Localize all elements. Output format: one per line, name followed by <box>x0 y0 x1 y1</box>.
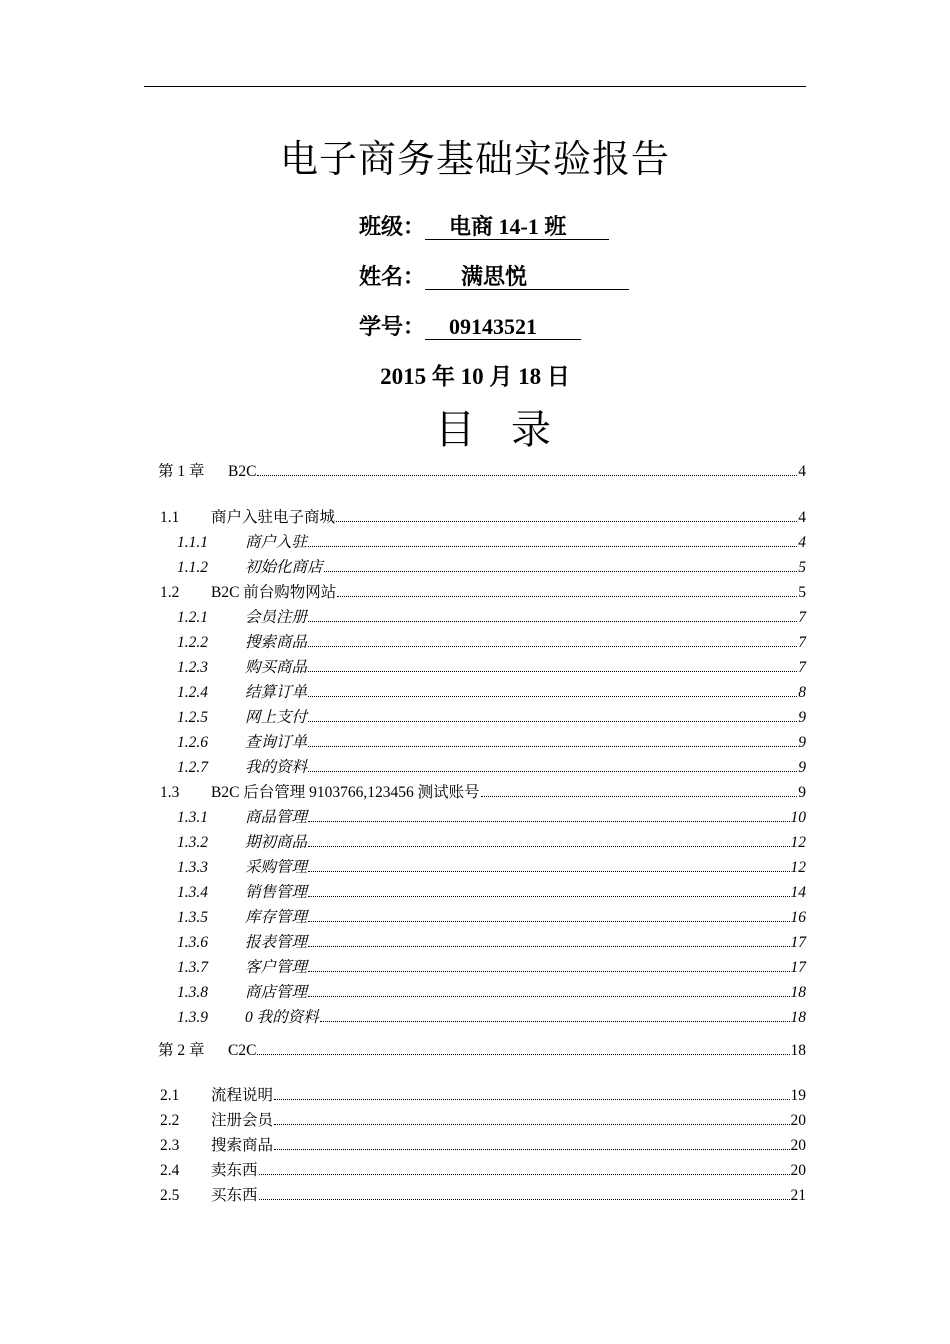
toc-entry-page: 16 <box>790 909 806 926</box>
toc-entry-page: 14 <box>790 884 806 901</box>
toc-entry-number: 1.3.2 <box>177 834 208 851</box>
toc-entry-number: 1.2.1 <box>177 609 208 626</box>
toc-entry[interactable] <box>160 1083 806 1105</box>
toc-entry-page: 17 <box>790 934 806 951</box>
id-label: 学号： <box>359 314 426 339</box>
toc-entry[interactable] <box>177 955 806 977</box>
toc-leader-dots <box>257 1042 789 1055</box>
toc-entry[interactable] <box>177 530 806 552</box>
toc-entry-page: 17 <box>790 959 806 976</box>
toc-entry-page: 12 <box>790 834 806 851</box>
toc-entry-title: 商户入驻 <box>245 534 308 551</box>
toc-entry[interactable] <box>177 680 806 702</box>
toc-entry-page: 18 <box>790 984 806 1001</box>
toc-entry[interactable] <box>177 880 806 902</box>
toc-entry-title: 销售管理 <box>245 884 308 901</box>
toc-entry-page: 9 <box>798 734 806 751</box>
toc-entry-number: 1.2.6 <box>177 734 208 751</box>
toc-entry[interactable] <box>160 1183 806 1205</box>
toc-entry[interactable] <box>177 605 806 627</box>
toc-leader-dots <box>259 1187 790 1200</box>
toc-leader-dots <box>308 634 797 647</box>
toc-entry-title: 搜索商品 <box>245 634 308 651</box>
toc-entry-page: 9 <box>798 709 806 726</box>
toc-entry-number: 1.3.3 <box>177 859 208 876</box>
toc-entry-page: 9 <box>798 784 806 801</box>
toc-leader-dots <box>308 809 789 822</box>
class-row <box>359 210 609 240</box>
toc-entry-number: 1.2.2 <box>177 634 208 651</box>
toc-entry-page: 4 <box>798 509 806 526</box>
toc-entry-number: 1.2.7 <box>177 759 208 776</box>
toc-entry-title: 购买商品 <box>245 659 308 676</box>
toc-entry-title: 卖东西 <box>211 1162 258 1179</box>
toc-title: 目录 <box>435 407 587 453</box>
toc-entry[interactable] <box>177 630 806 652</box>
toc-entry[interactable] <box>177 855 806 877</box>
toc-entry-title: 商品管理 <box>245 809 308 826</box>
toc-entry-number: 1.2.3 <box>177 659 208 676</box>
toc-entry-page: 7 <box>798 609 806 626</box>
toc-leader-dots <box>308 734 797 747</box>
toc-entry-title: 商户入驻电子商城 <box>211 509 336 526</box>
toc-entry-number: 1.3.5 <box>177 909 208 926</box>
toc-entry-page: 20 <box>790 1137 806 1154</box>
toc-entry-number: 第 2 章 <box>158 1042 205 1059</box>
toc-entry-number: 2.4 <box>160 1162 180 1179</box>
toc-entry[interactable] <box>177 1005 806 1027</box>
toc-entry[interactable] <box>177 905 806 927</box>
toc-entry-number: 1.3 <box>160 784 180 801</box>
toc-leader-dots <box>308 659 797 672</box>
toc-entry-page: 7 <box>798 634 806 651</box>
toc-entry[interactable] <box>177 705 806 727</box>
toc-leader-dots <box>324 559 798 572</box>
toc-entry-page: 4 <box>798 463 806 480</box>
toc-entry-title: 结算订单 <box>245 684 308 701</box>
toc-entry-page: 20 <box>790 1112 806 1129</box>
toc-entry[interactable] <box>177 805 806 827</box>
toc-entry-title: 我的资料 <box>245 759 308 776</box>
toc-entry-number: 2.3 <box>160 1137 180 1154</box>
toc-entry[interactable] <box>160 1133 806 1155</box>
toc-entry[interactable] <box>177 755 806 777</box>
toc-entry-title: 商店管理 <box>245 984 308 1001</box>
report-title: 电子商务基础实验报告 <box>279 137 670 181</box>
toc-entry-number: 1.1 <box>160 509 180 526</box>
class-value: 电商 14-1 班 <box>425 215 609 240</box>
toc-entry-page: 20 <box>790 1162 806 1179</box>
toc-entry-number: 第 1 章 <box>158 463 205 480</box>
toc-entry-page: 10 <box>790 809 806 826</box>
toc-entry-number: 1.3.1 <box>177 809 208 826</box>
toc-entry-number: 2.5 <box>160 1187 180 1204</box>
toc-entry-number: 1.1.1 <box>177 534 208 551</box>
id-value: 09143521 <box>425 315 581 340</box>
toc-leader-dots <box>308 884 789 897</box>
toc-leader-dots <box>274 1087 789 1100</box>
toc-leader-dots <box>308 934 789 947</box>
toc-entry-title: B2C <box>228 463 257 480</box>
name-value: 满思悦 <box>425 265 629 290</box>
toc-entry[interactable] <box>177 830 806 852</box>
toc-entry[interactable] <box>160 580 806 602</box>
toc-entry-title: 客户管理 <box>245 959 308 976</box>
toc-leader-dots <box>481 784 798 797</box>
toc-entry-number: 1.3.6 <box>177 934 208 951</box>
toc-entry-number: 1.1.2 <box>177 559 208 576</box>
toc-entry-title: 会员注册 <box>245 609 308 626</box>
toc-entry-title: 库存管理 <box>245 909 308 926</box>
toc-entry-page: 7 <box>798 659 806 676</box>
toc-entry-page: 5 <box>798 559 806 576</box>
name-row <box>359 260 629 290</box>
toc-entry-page: 21 <box>790 1187 806 1204</box>
toc-entry-title: 0 我的资料 <box>245 1009 319 1026</box>
toc-leader-dots <box>308 834 789 847</box>
toc-leader-dots <box>259 1162 790 1175</box>
toc-entry[interactable] <box>177 655 806 677</box>
toc-entry-title: B2C 后台管理 9103766,123456 测试账号 <box>211 784 480 801</box>
toc-entry-title: B2C 前台购物网站 <box>211 584 337 601</box>
toc-entry-number: 1.3.8 <box>177 984 208 1001</box>
toc-entry[interactable] <box>177 980 806 1002</box>
toc-leader-dots <box>308 984 789 997</box>
toc-entry-title: 买东西 <box>211 1187 258 1204</box>
class-label: 班级： <box>359 214 426 239</box>
toc-entry-title: 流程说明 <box>211 1087 274 1104</box>
toc-entry-title: 期初商品 <box>245 834 308 851</box>
toc-entry-page: 4 <box>798 534 806 551</box>
toc-entry[interactable] <box>158 459 806 481</box>
toc-leader-dots <box>257 463 797 476</box>
toc-entry-page: 12 <box>790 859 806 876</box>
toc-entry-title: 网上支付 <box>245 709 308 726</box>
toc-entry-title: 查询订单 <box>245 734 308 751</box>
toc-entry-number: 1.3.4 <box>177 884 208 901</box>
toc-entry-number: 1.3.9 <box>177 1009 208 1026</box>
toc-leader-dots <box>308 909 789 922</box>
toc-entry-number: 1.3.7 <box>177 959 208 976</box>
toc-leader-dots <box>308 759 797 772</box>
toc-leader-dots <box>320 1009 790 1022</box>
toc-entry-title: 注册会员 <box>211 1112 274 1129</box>
toc-entry-number: 2.2 <box>160 1112 180 1129</box>
toc-entry-title: 报表管理 <box>245 934 308 951</box>
toc-leader-dots <box>308 609 797 622</box>
header-rule <box>144 86 806 87</box>
toc-entry-number: 1.2.4 <box>177 684 208 701</box>
toc-entry-page: 9 <box>798 759 806 776</box>
toc-leader-dots <box>308 684 797 697</box>
toc-entry-title: 搜索商品 <box>211 1137 274 1154</box>
toc-leader-dots <box>308 709 797 722</box>
toc-entry-page: 18 <box>790 1042 806 1059</box>
report-date: 2015 年 10 月 18 日 <box>380 364 570 389</box>
toc-entry-number: 2.1 <box>160 1087 180 1104</box>
toc-leader-dots <box>308 959 789 972</box>
toc-leader-dots <box>308 859 789 872</box>
name-label: 姓名： <box>359 264 426 289</box>
toc-entry[interactable] <box>160 1108 806 1130</box>
toc-entry-number: 1.2 <box>160 584 180 601</box>
toc-entry-number: 1.2.5 <box>177 709 208 726</box>
toc-entry[interactable] <box>177 555 806 577</box>
toc-entry[interactable] <box>160 780 806 802</box>
toc-leader-dots <box>308 534 797 547</box>
toc-leader-dots <box>337 584 797 597</box>
toc-entry-page: 8 <box>798 684 806 701</box>
toc-entry-page: 19 <box>790 1087 806 1104</box>
toc-entry[interactable] <box>160 1158 806 1180</box>
toc-leader-dots <box>336 509 797 522</box>
toc-entry-title: C2C <box>228 1042 257 1059</box>
toc-entry[interactable] <box>160 505 806 527</box>
toc-leader-dots <box>274 1137 789 1150</box>
toc-entry-page: 5 <box>798 584 806 601</box>
toc-entry[interactable] <box>177 730 806 752</box>
toc-entry[interactable] <box>177 930 806 952</box>
toc-entry[interactable] <box>158 1038 806 1060</box>
id-row <box>359 310 581 340</box>
toc-entry-title: 初始化商店 <box>245 559 323 576</box>
toc-entry-page: 18 <box>790 1009 806 1026</box>
toc-leader-dots <box>274 1112 789 1125</box>
toc-entry-title: 采购管理 <box>245 859 308 876</box>
